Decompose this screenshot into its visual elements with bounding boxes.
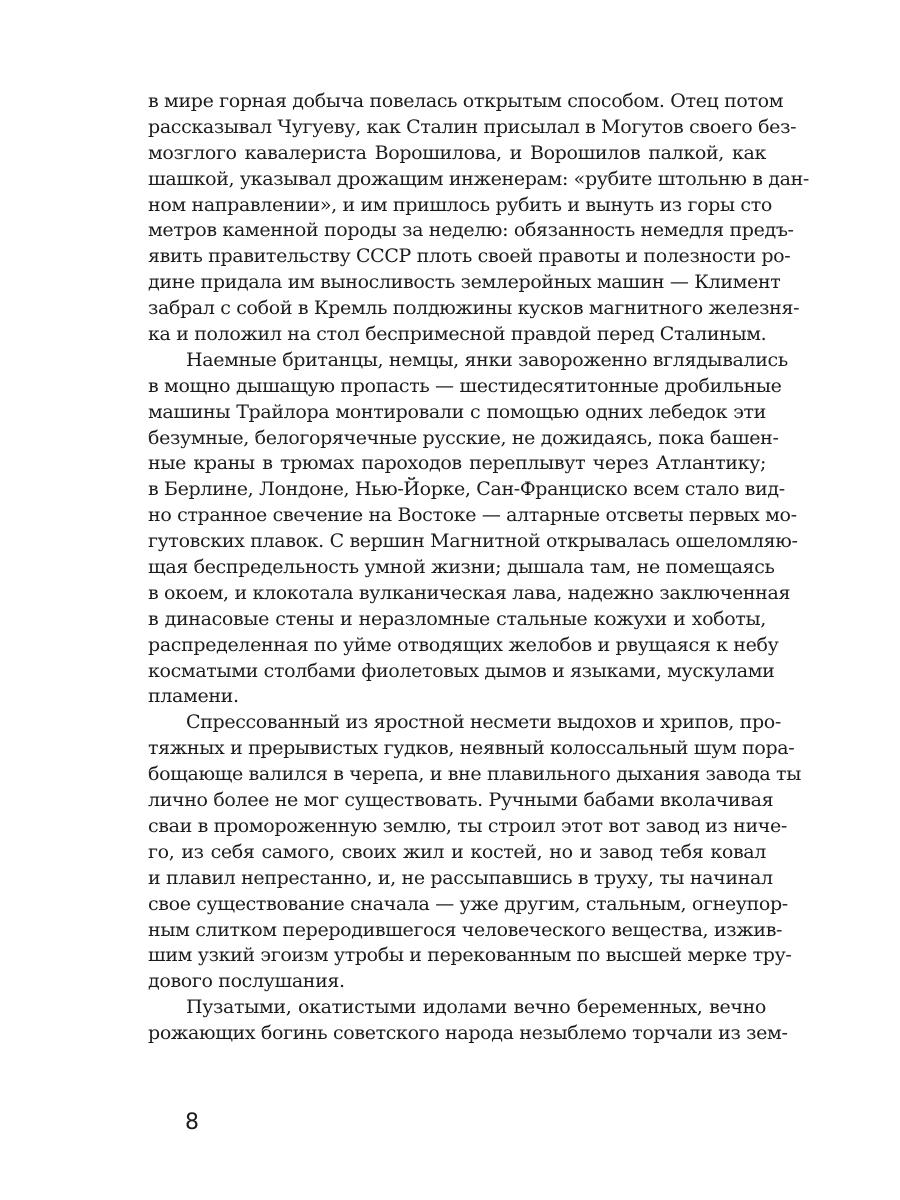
- text-line: в Берлине, Лондоне, Нью-Йорке, Сан-Франциско всем стало вид-: [148, 478, 785, 501]
- text-line: машины Трайлора монтировали с помощью одних лебедок эти: [148, 400, 766, 423]
- text-line: в динасовые стены и неразломные стальные кожухи и хоботы,: [148, 607, 766, 630]
- text-line: дине придала им выносливость землеройных машин — Климент: [148, 271, 781, 294]
- body-text: [148, 89, 809, 1047]
- text-line: Наемные британцы, немцы, янки завороженно вглядывались: [186, 348, 788, 371]
- text-line: мозглого кавалериста Ворошилова, и Ворошилов палкой, как: [148, 141, 766, 164]
- text-line: ном направлении», и им пришлось рубить и вынуть из горы сто: [148, 193, 772, 216]
- text-line: в мире горная добыча повелась открытым способом. Отец потом: [148, 90, 784, 112]
- text-line: лично более не мог существовать. Ручными бабами вколачивая: [148, 789, 774, 812]
- text-line: ные краны в трюмах пароходов переплывут через Атлантику;: [148, 452, 766, 475]
- text-line: распределенная по уйме отводящих желобов и рвущаяся к небу: [148, 633, 779, 656]
- paragraph: [148, 89, 809, 348]
- text-line: забрал с собой в Кремль полдюжины кусков магнитного железня-: [148, 297, 800, 320]
- text-line: рожающих богинь советского народа незыблемо торчали из зем-: [148, 1022, 788, 1045]
- text-line: щая беспредельность умной жизни; дышала там, не помещаясь: [148, 556, 775, 579]
- paragraph: [148, 995, 788, 1047]
- text-line: в окоем, и клокотала вулканическая лава, надежно заключенная: [148, 581, 791, 604]
- text-line: и плавил непрестанно, и, не рассыпавшись в труху, ты начинал: [148, 866, 773, 889]
- text-line: но странное свечение на Востоке — алтарные отсветы первых мо-: [148, 504, 797, 527]
- page-number: 8: [185, 1110, 199, 1135]
- text-line: Спрессованный из яростной несмети выдохов и хрипов, про-: [186, 711, 781, 734]
- text-line: шим узкий эгоизм утробы и перекованным по высшей мерке тру-: [148, 944, 792, 967]
- text-line: безумные, белогорячечные русские, не дожидаясь, пока башен-: [148, 426, 779, 449]
- text-line: дового послушания.: [148, 970, 345, 993]
- text-line: сваи в промороженную землю, ты строил этот вот завод из ниче-: [148, 814, 787, 837]
- text-line: рассказывал Чугуеву, как Сталин присылал в Могутов своего без-: [148, 115, 797, 138]
- text-line: бощающе валился в черепа, и вне плавильного дыхания завода ты: [148, 763, 801, 786]
- text-line: явить правительству СССР плоть своей правоты и полезности ро-: [148, 245, 791, 268]
- text-line: свое существование сначала — уже другим, стальным, огнеупор-: [148, 892, 788, 915]
- text-line: ка и положил на стол беспримесной правдой перед Сталиным.: [148, 323, 767, 346]
- text-line: пламени.: [148, 685, 239, 708]
- text-line: косматыми столбами фиолетовых дымов и языками, мускулами: [148, 659, 775, 682]
- text-line: го, из себя самого, своих жил и костей, но и завод тебя ковал: [148, 840, 766, 863]
- paragraph: [148, 348, 798, 710]
- text-line: шашкой, указывал дрожащим инженерам: «рубите штольню в дан-: [148, 167, 809, 190]
- text-line: в мощно дышащую пропасть — шестидесятитонные дробильные: [148, 374, 782, 397]
- text-line: метров каменной породы за неделю: обязанность немедля предъ-: [148, 219, 794, 242]
- text-line: ным слитком переродившегося человеческого вещества, изжив-: [148, 918, 783, 941]
- text-line: тяжных и прерывистых гудков, неявный колоссальный шум пора-: [148, 737, 795, 760]
- paragraph: [148, 710, 801, 995]
- text-line: Пузатыми, окатистыми идолами вечно беременных, вечно: [186, 996, 766, 1019]
- text-line: гутовских плавок. С вершин Магнитной открывалась ошеломляю-: [148, 530, 798, 553]
